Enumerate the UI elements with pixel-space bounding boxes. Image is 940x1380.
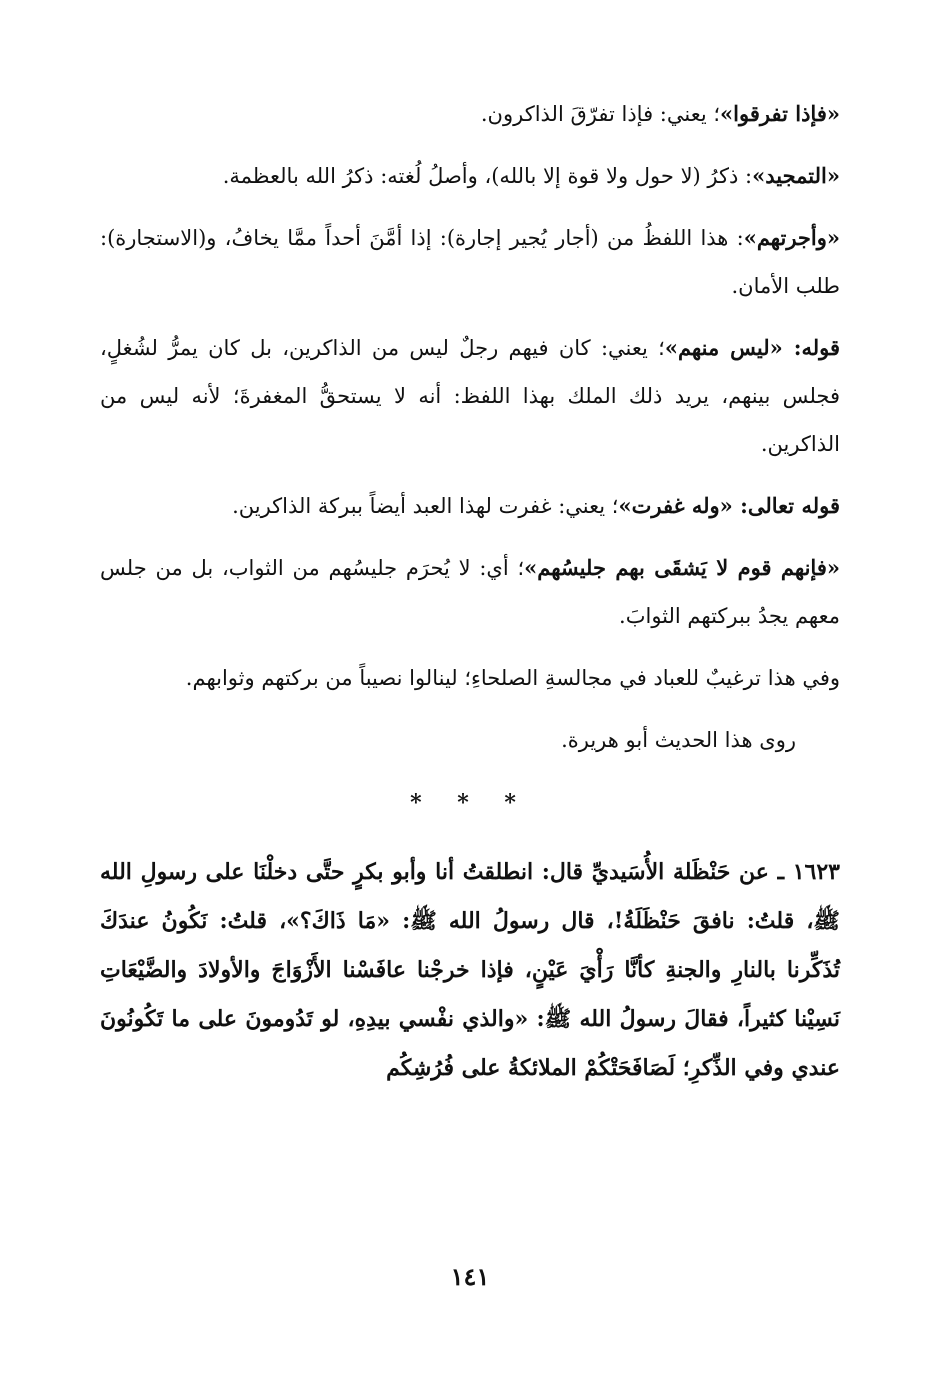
term-heading: «التمجيد»	[752, 163, 840, 188]
commentary-paragraph-4	[100, 324, 840, 468]
term-heading: «فإذا تفرقوا»	[720, 101, 840, 126]
commentary-text: ؛ أي: لا يُحرَم جليسُهم من الثواب، بل من جلس معهم يجدُ ببركتهم الثوابَ.	[100, 556, 840, 628]
term-heading: «وأجرتهم»	[743, 225, 840, 250]
commentary-paragraph-5	[100, 482, 840, 530]
commentary-text: : هذا اللفظُ من (أجار يُجير إجارة): إذا أمَّنَ أحداً ممَّا يخافُ، و(الاستجارة): طلب الأمان.	[100, 226, 840, 298]
commentary-text: ؛ يعني: كان فيهم رجلٌ ليس من الذاكرين، بل كان يمرُّ لشُغلٍ، فجلس بينهم، يريد ذلك الملك بهذا اللفظ: أنه لا يستحقُّ المغفرةَ؛ لأنه ليس من الذاكرين.	[100, 336, 840, 456]
narrator-note	[100, 716, 840, 764]
commentary-paragraph-3	[100, 214, 840, 310]
commentary-paragraph-6	[100, 544, 840, 640]
term-heading: قوله تعالى: «وله غفرت»	[618, 493, 840, 518]
commentary-text: ؛ يعني: غفرت لهذا العبد أيضاً ببركة الذاكرين.	[232, 494, 619, 518]
commentary-text: : ذكرُ (لا حول ولا قوة إلا بالله)، وأصلُ لُغته: ذكرُ الله بالعظمة.	[222, 164, 753, 188]
commentary-text: وفي هذا ترغيبٌ للعباد في مجالسةِ الصلحاءِ؛ لينالوا نصيباً من بركتهم وثوابهم.	[185, 666, 840, 690]
commentary-paragraph-7	[100, 654, 840, 702]
term-heading: «فإنهم قوم لا يَشقَى بهم جليسُهم»	[524, 555, 840, 580]
commentary-text: ؛ يعني: فإذا تفرّقَ الذاكرون.	[480, 102, 721, 126]
commentary-paragraph-1	[100, 90, 840, 138]
section-separator: * * *	[410, 790, 530, 816]
page-content	[100, 90, 840, 1093]
hadith-text: ١٦٢٣ ـ عن حَنْظَلة الأُسَيديِّ قال: انطلقتُ أنا وأبو بكرٍ حتَّى دخلْنَا على رسولِ الله ﷺ، قلتُ: نافقَ حَنْظَلَةُ!، قال رسولُ الله ﷺ: «مَا ذَاكَ؟»، قلتُ: نَكُونُ عندَكَ تُذَكِّرنا بالنارِ والجنةِ كأنَّا رَأْيَ عَيْنٍ، فإذا خرجْنا عافَسْنا الأَزْوَاجَ والأولادَ والضَّيْعَاتِ نَسِيْنا كثيراً، فقالَ رسولُ الله ﷺ: «والذي نفْسي بيدِهِ، لو تَدُومونَ على ما تَكُونُونَ عندي وفي الذِّكرِ؛ لَصَافَحَتْكُمْ الملائكةُ على فُرُشِكُم	[100, 859, 840, 1081]
commentary-text: روى هذا الحديث أبو هريرة.	[561, 728, 796, 752]
page-number: ١٤١	[450, 1262, 490, 1291]
commentary-paragraph-2	[100, 152, 840, 200]
term-heading: قوله: «ليس منهم»	[664, 335, 840, 360]
